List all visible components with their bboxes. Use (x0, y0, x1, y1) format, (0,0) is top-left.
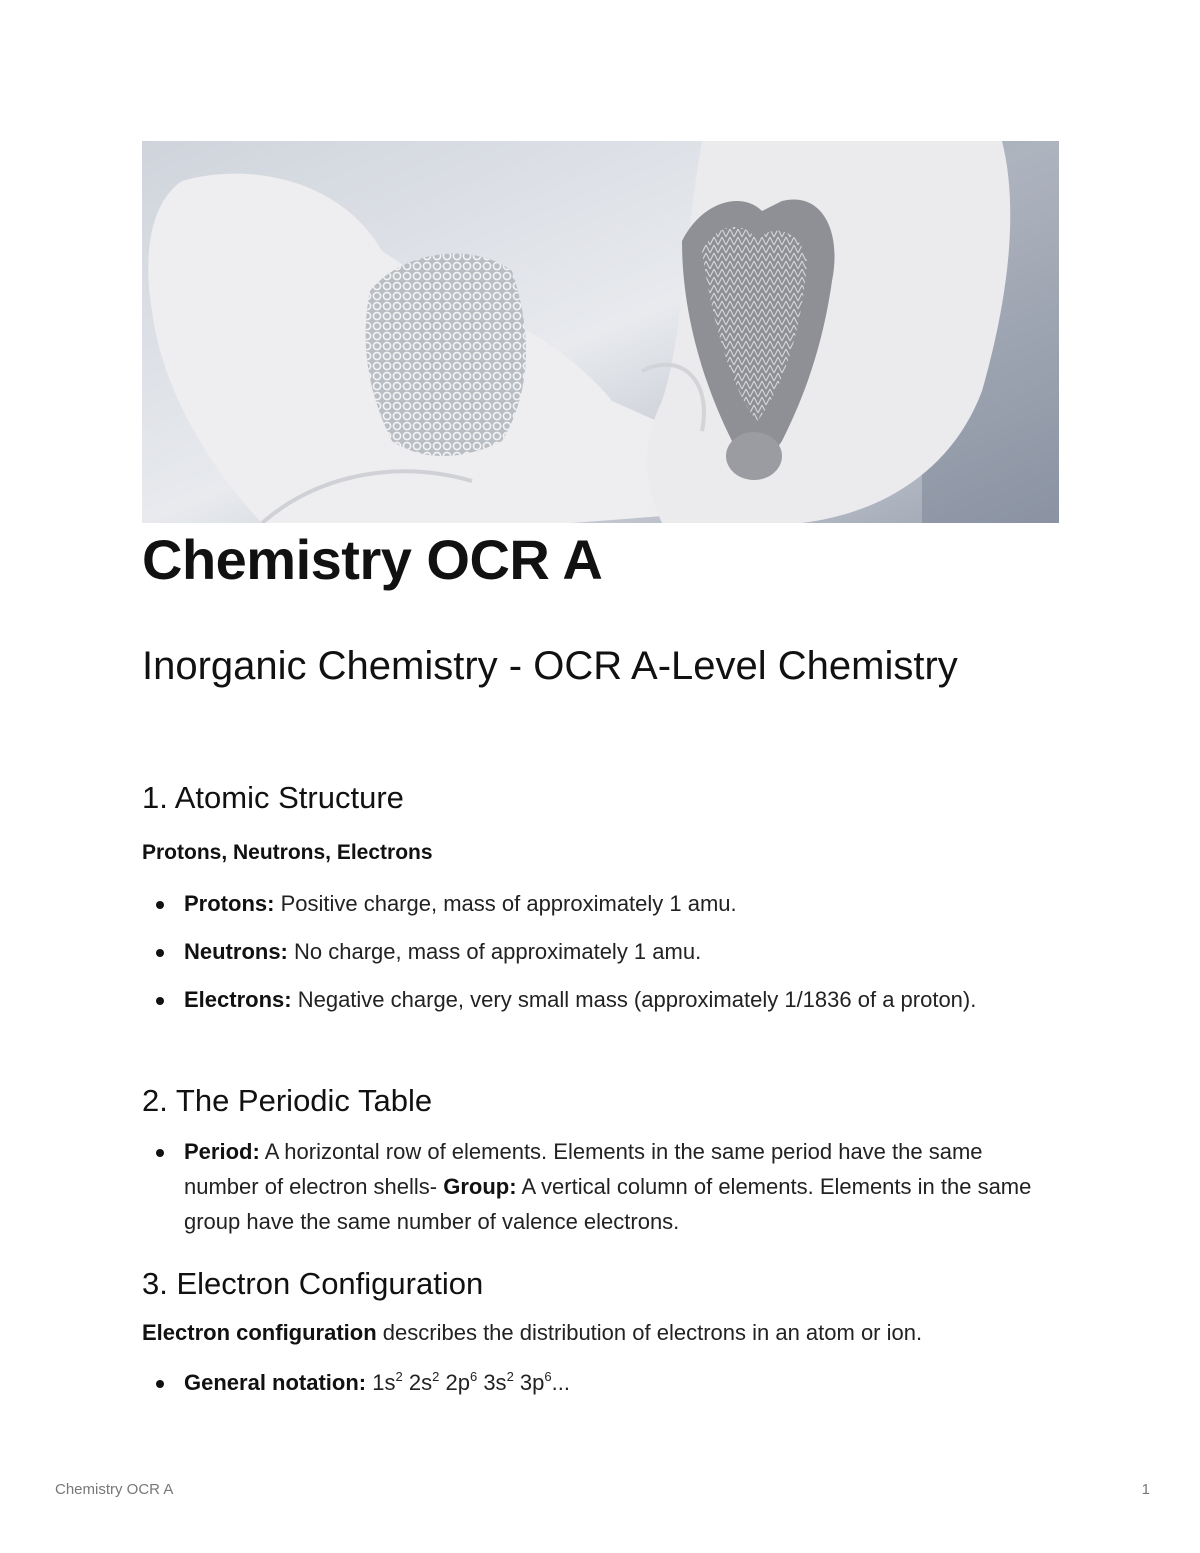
periodic-list (142, 1134, 1042, 1252)
page-heading: Inorganic Chemistry - OCR A-Level Chemistry (142, 644, 958, 688)
notation-superscript: 6 (469, 1369, 478, 1384)
notation-superscript: 2 (506, 1369, 514, 1384)
term-neutrons: Neutrons: (184, 939, 288, 964)
document-title: Chemistry OCR A (142, 528, 603, 591)
list-item-neutrons (142, 934, 1042, 969)
desc-group: A vertical column of elements. Elements in the same group have the same number of valence electrons. (184, 1174, 1032, 1234)
list-item-general-notation (142, 1365, 1042, 1400)
desc-protons: Positive charge, mass of approximately 1 amu. (274, 891, 737, 916)
particle-list (142, 886, 1042, 1030)
desc-neutrons: No charge, mass of approximately 1 amu. (287, 939, 702, 964)
notation-orbital: 3p (519, 1370, 545, 1395)
term-period: Period: (184, 1139, 260, 1164)
desc-electron-configuration: describes the distribution of electrons in an atom or ion. (376, 1320, 923, 1345)
term-electron-configuration: Electron configuration (142, 1320, 377, 1345)
notation-list (142, 1365, 1042, 1413)
notation-orbital: 3s (483, 1370, 507, 1395)
section-heading-periodic-table: 2. The Periodic Table (142, 1083, 433, 1118)
notation-superscript: 2 (432, 1369, 440, 1384)
notation-orbital: 2p (445, 1370, 470, 1395)
term-electrons: Electrons: (184, 987, 292, 1012)
footer-title: Chemistry OCR A (55, 1481, 174, 1498)
section-heading-atomic-structure: 1. Atomic Structure (142, 780, 404, 815)
cover-image (142, 141, 1059, 523)
page-number: 1 (1141, 1481, 1150, 1498)
term-general-notation: General notation: (184, 1370, 367, 1395)
notation-ellipsis: ... (551, 1370, 570, 1395)
notation-superscript: 2 (395, 1369, 403, 1384)
term-protons: Protons: (184, 891, 275, 916)
desc-electrons: Negative charge, very small mass (approximately 1/1836 of a proton). (291, 987, 977, 1012)
notation-superscript: 6 (544, 1369, 552, 1384)
list-item-period-group (142, 1134, 1042, 1239)
notation-orbital: 2s (408, 1370, 433, 1395)
electron-configuration-intro (142, 1320, 922, 1346)
list-item-protons (142, 886, 1042, 921)
term-group: Group: (443, 1174, 517, 1199)
subheading-particles: Protons, Neutrons, Electrons (142, 841, 433, 864)
gloved-hands-lattice-photo (142, 141, 1059, 523)
section-heading-electron-configuration: 3. Electron Configuration (142, 1266, 484, 1301)
desc-period: A horizontal row of elements. Elements in the same period have the same number of electron shells- (184, 1139, 983, 1199)
notation-orbital: 1s (372, 1370, 396, 1395)
list-item-electrons (142, 982, 1042, 1017)
